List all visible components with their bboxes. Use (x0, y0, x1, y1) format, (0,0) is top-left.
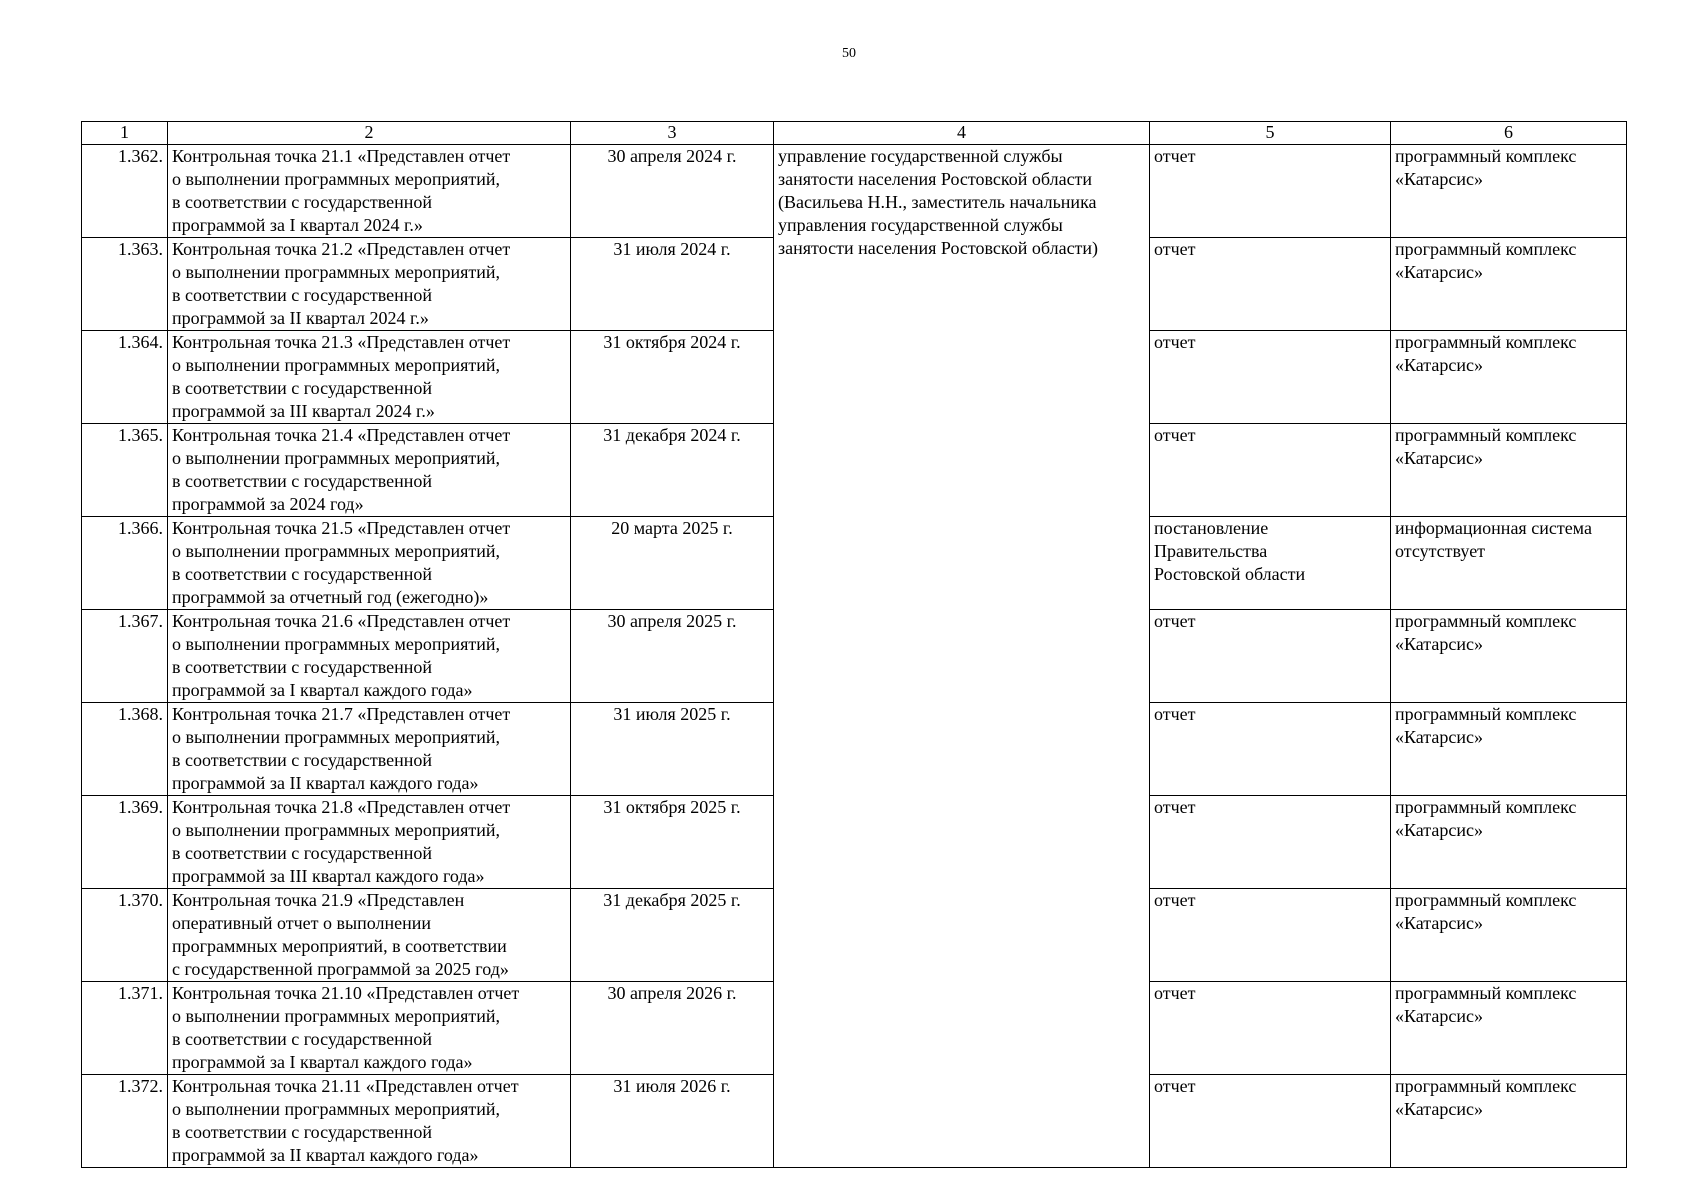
information-system-cell: программный комплекс «Катарсис» (1391, 1075, 1627, 1168)
row-number-cell: 1.366. (82, 517, 168, 610)
control-point-name-cell: Контрольная точка 21.11 «Представлен отчет о выполнении программных мероприятий, в соответствии с государственной программой за II квартал каждого года» (168, 1075, 571, 1168)
row-number-cell: 1.372. (82, 1075, 168, 1168)
information-system-cell: программный комплекс «Катарсис» (1391, 610, 1627, 703)
information-system-cell: программный комплекс «Катарсис» (1391, 424, 1627, 517)
table-body (82, 145, 1627, 1168)
row-number-cell: 1.365. (82, 424, 168, 517)
row-number-cell: 1.362. (82, 145, 168, 238)
deadline-date-cell: 30 апреля 2026 г. (571, 982, 774, 1075)
control-point-name-cell: Контрольная точка 21.10 «Представлен отчет о выполнении программных мероприятий, в соответствии с государственной программой за I квартал каждого года» (168, 982, 571, 1075)
document-type-cell: отчет (1150, 889, 1391, 982)
document-type-cell: отчет (1150, 331, 1391, 424)
document-type-cell: отчет (1150, 424, 1391, 517)
deadline-date-cell: 20 марта 2025 г. (571, 517, 774, 610)
column-header-1: 1 (82, 122, 168, 145)
information-system-cell: информационная система отсутствует (1391, 517, 1627, 610)
responsible-executor-cell: управление государственной службы занятости населения Ростовской области (Васильева Н.Н., заместитель начальника управления государственной службы занятости населения Ростовской области) (774, 145, 1150, 1168)
control-points-table (81, 121, 1627, 1168)
control-point-name-cell: Контрольная точка 21.5 «Представлен отчет о выполнении программных мероприятий, в соответствии с государственной программой за отчетный год (ежегодно)» (168, 517, 571, 610)
document-type-cell: отчет (1150, 703, 1391, 796)
deadline-date-cell: 31 декабря 2024 г. (571, 424, 774, 517)
column-header-3: 3 (571, 122, 774, 145)
row-number-cell: 1.371. (82, 982, 168, 1075)
header-row (82, 122, 1627, 145)
deadline-date-cell: 31 июля 2024 г. (571, 238, 774, 331)
information-system-cell: программный комплекс «Катарсис» (1391, 982, 1627, 1075)
document-type-cell: отчет (1150, 238, 1391, 331)
row-number-cell: 1.367. (82, 610, 168, 703)
control-point-name-cell: Контрольная точка 21.2 «Представлен отчет о выполнении программных мероприятий, в соответствии с государственной программой за II квартал 2024 г.» (168, 238, 571, 331)
column-header-2: 2 (168, 122, 571, 145)
document-type-cell: отчет (1150, 982, 1391, 1075)
document-type-cell: отчет (1150, 610, 1391, 703)
information-system-cell: программный комплекс «Катарсис» (1391, 331, 1627, 424)
deadline-date-cell: 31 июля 2025 г. (571, 703, 774, 796)
row-number-cell: 1.370. (82, 889, 168, 982)
control-point-name-cell: Контрольная точка 21.7 «Представлен отчет о выполнении программных мероприятий, в соответствии с государственной программой за II квартал каждого года» (168, 703, 571, 796)
document-type-cell: отчет (1150, 796, 1391, 889)
information-system-cell: программный комплекс «Катарсис» (1391, 703, 1627, 796)
deadline-date-cell: 31 октября 2024 г. (571, 331, 774, 424)
table-row (82, 145, 1627, 238)
control-point-name-cell: Контрольная точка 21.9 «Представлен оперативный отчет о выполнении программных мероприятий, в соответствии с государственной программой за 2025 год» (168, 889, 571, 982)
column-header-5: 5 (1150, 122, 1391, 145)
control-point-name-cell: Контрольная точка 21.1 «Представлен отчет о выполнении программных мероприятий, в соответствии с государственной программой за I квартал 2024 г.» (168, 145, 571, 238)
control-point-name-cell: Контрольная точка 21.3 «Представлен отчет о выполнении программных мероприятий, в соответствии с государственной программой за III квартал 2024 г.» (168, 331, 571, 424)
table-header (82, 122, 1627, 145)
column-header-4: 4 (774, 122, 1150, 145)
deadline-date-cell: 30 апреля 2024 г. (571, 145, 774, 238)
document-type-cell: отчет (1150, 145, 1391, 238)
document-type-cell: отчет (1150, 1075, 1391, 1168)
deadline-date-cell: 31 декабря 2025 г. (571, 889, 774, 982)
control-point-name-cell: Контрольная точка 21.8 «Представлен отчет о выполнении программных мероприятий, в соответствии с государственной программой за III квартал каждого года» (168, 796, 571, 889)
row-number-cell: 1.368. (82, 703, 168, 796)
information-system-cell: программный комплекс «Катарсис» (1391, 889, 1627, 982)
information-system-cell: программный комплекс «Катарсис» (1391, 238, 1627, 331)
deadline-date-cell: 31 октября 2025 г. (571, 796, 774, 889)
deadline-date-cell: 31 июля 2026 г. (571, 1075, 774, 1168)
page-number: 50 (842, 46, 856, 61)
deadline-date-cell: 30 апреля 2025 г. (571, 610, 774, 703)
control-point-name-cell: Контрольная точка 21.4 «Представлен отчет о выполнении программных мероприятий, в соответствии с государственной программой за 2024 год» (168, 424, 571, 517)
information-system-cell: программный комплекс «Катарсис» (1391, 145, 1627, 238)
information-system-cell: программный комплекс «Катарсис» (1391, 796, 1627, 889)
row-number-cell: 1.363. (82, 238, 168, 331)
row-number-cell: 1.369. (82, 796, 168, 889)
document-type-cell: постановление Правительства Ростовской области (1150, 517, 1391, 610)
column-header-6: 6 (1391, 122, 1627, 145)
control-point-name-cell: Контрольная точка 21.6 «Представлен отчет о выполнении программных мероприятий, в соответствии с государственной программой за I квартал каждого года» (168, 610, 571, 703)
row-number-cell: 1.364. (82, 331, 168, 424)
